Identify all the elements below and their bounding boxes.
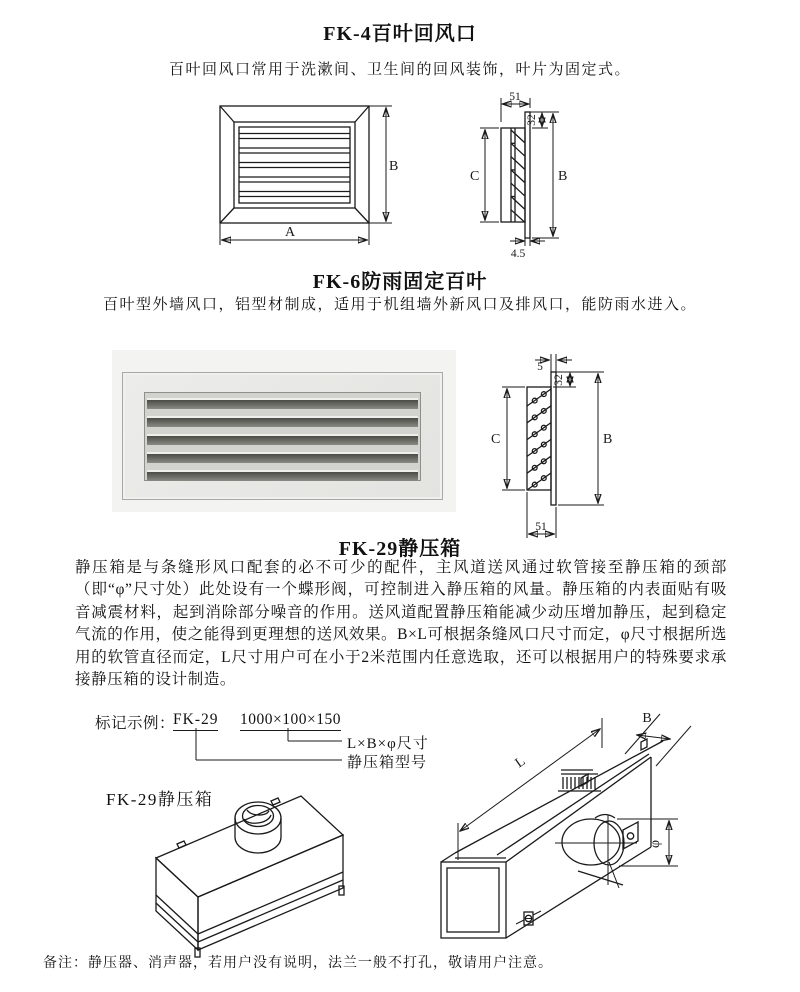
- fk29-drawing-label: FK-29静压箱: [106, 790, 214, 809]
- louver-slat: [147, 416, 418, 427]
- dim-label-5: 5: [537, 361, 543, 373]
- mark-example-size: 1000×100×150: [240, 711, 341, 731]
- dim-label-a: A: [284, 225, 296, 240]
- fk6-side-view-drawing: [486, 346, 638, 546]
- photo-grille-frame: [122, 372, 443, 500]
- fk29-isometric-drawing: [133, 790, 403, 965]
- louver-front-outline: [220, 106, 369, 223]
- mark-example-prefix: 标记示例：: [95, 715, 176, 732]
- side-duct-collar: [555, 815, 638, 889]
- hanger-tab: [271, 798, 280, 805]
- dim-label-32: 32: [526, 114, 538, 126]
- hanger-tab: [641, 739, 647, 750]
- callout-model-label: 静压箱型号: [347, 755, 428, 771]
- dim-label-c: C: [491, 432, 501, 447]
- dim-label-l: L: [512, 754, 529, 772]
- fk29-paragraph: 静压箱是与条缝形风口配套的必不可少的配件，主风道送风通过软管接至静压箱的颈部（即“φ”尺寸处）此处设有一个蝶形阀，可控制进入静压箱的风量。静压箱的内表面贴有吸音减震材料，起到消除部分噪音的作用。送风道配置静压箱能减少动压增加静压，起到稳定气流的作用，使之能得到更理想的送风效果。B×L可根据条缝风口尺寸而定，φ尺寸根据所选用的软管直径而定，L尺寸用户可在小于2米范围内任意选取，还可以根据用户的特殊要求承接静压箱的设计制造。: [75, 559, 727, 689]
- fk6-title: FK-6防雨固定百叶: [312, 271, 488, 293]
- hanger-tab: [177, 841, 186, 848]
- dim-label-51: 51: [535, 521, 547, 533]
- dim-label-b: B: [603, 432, 613, 447]
- mark-example-model: FK-29: [173, 711, 218, 731]
- dim-label-b: B: [558, 169, 568, 184]
- footer-note: 备注：静压器、消声器，若用户没有说明，法兰一般不打孔，敬请用户注意。: [43, 956, 553, 971]
- duct-collar: [235, 802, 281, 853]
- fk29-dimensioned-isometric-drawing: [413, 692, 793, 958]
- photo-grille-louvers: [144, 392, 421, 481]
- plenum-box-body: [156, 796, 344, 957]
- louver-slat: [147, 398, 418, 409]
- dim-label-phi: φ: [648, 839, 663, 849]
- louver-slat: [147, 452, 418, 463]
- fk4-title: FK-4百叶回风口: [323, 23, 477, 45]
- dim-label-51: 51: [509, 91, 521, 103]
- fk4-front-view-drawing: [193, 95, 398, 253]
- callout-size-label: L×B×φ尺寸: [347, 736, 429, 752]
- fk4-side-view-drawing: [466, 88, 608, 268]
- dim-label-c: C: [470, 169, 480, 184]
- louver-slat: [147, 470, 418, 481]
- fk6-product-photo: [112, 350, 456, 512]
- dim-label-45: 4.5: [510, 248, 526, 260]
- louver-side-outline: [501, 112, 530, 238]
- dim-label-b: B: [389, 159, 399, 174]
- dimension-lines: [480, 98, 559, 246]
- dim-label-b: B: [642, 711, 652, 726]
- dim-label-32: 32: [553, 374, 565, 386]
- rainproof-louver-outline: [527, 372, 556, 505]
- louver-slat: [147, 434, 418, 445]
- fk4-description: 百叶回风口常用于洗漱间、卫生间的回风装饰，叶片为固定式。: [168, 62, 631, 78]
- fk6-description: 百叶型外墙风口，铝型材制成，适用于机组墙外新风口及排风口，能防雨水进入。: [102, 297, 697, 313]
- fk29-title: FK-29静压箱: [338, 538, 462, 560]
